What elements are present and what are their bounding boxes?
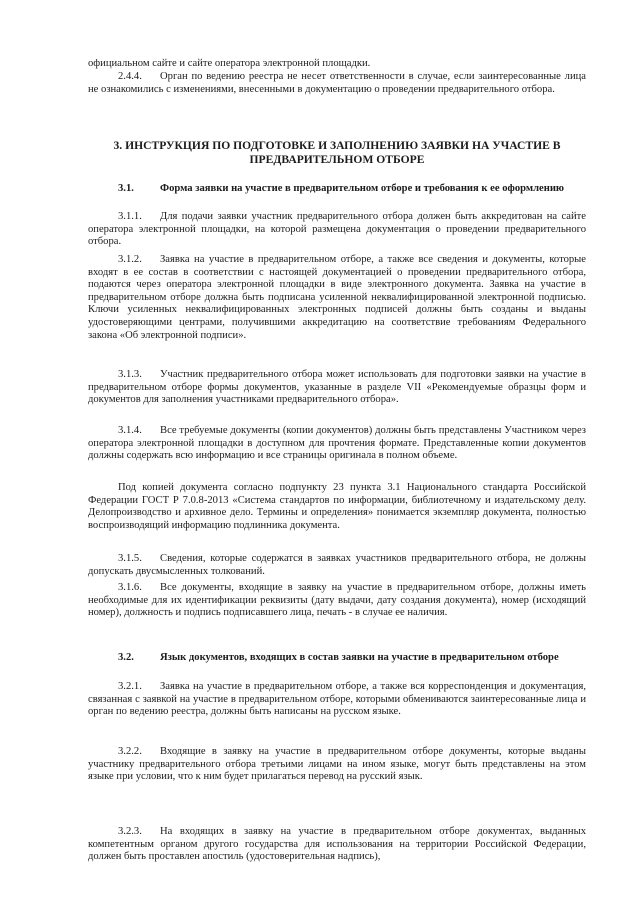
paragraph-continuation bbox=[88, 58, 586, 71]
section-title-line-2: ПРЕДВАРИТЕЛЬНОМ ОТБОРЕ bbox=[249, 152, 425, 166]
paragraph-number: 3.1.5. bbox=[118, 553, 142, 564]
paragraph-text: Сведения, которые содержатся в заявках участников предварительного отбора, не должны допускать двусмысленных толкований. bbox=[88, 553, 586, 577]
paragraph-text: официальном сайте и сайте оператора электронной площадки. bbox=[88, 58, 371, 69]
subsection-3-2-heading bbox=[88, 652, 586, 665]
paragraph-number: 3.1.1. bbox=[118, 211, 142, 222]
paragraph-text: Заявка на участие в предварительном отборе, а также все сведения и документы, которые входят в ее состав в соответствии с настоящей документацией о проведении предварительного отбора, подаются через оператора электронной площадки в виде электронного документа. Заявка на участие в предварительном отборе должна быть подписана усиленной неквалифицированной электронной подписью. Ключи усиленных неквалифицированных электронных подписей должны быть созданы и выданы удостоверяющими центрами, получившими аккредитацию на соответствие требованиям Федерального закона «Об электронной подписи». bbox=[88, 254, 586, 341]
paragraph-text: Участник предварительного отбора может использовать для подготовки заявки на участие в предварительном отборе формы документов, указанные в разделе VII «Рекомендуемые образцы форм и документов для заполнения участниками предварительного отбора». bbox=[88, 369, 586, 406]
paragraph-text: На входящих в заявку на участие в предварительном отборе документах, выданных компетентным органом другого государства для использования на территории Российской Федерации, должен быть проставлен апостиль (удостоверительная надпись), bbox=[88, 826, 586, 863]
paragraph-copy-definition bbox=[88, 482, 586, 532]
paragraph-text: Входящие в заявку на участие в предварительном отборе документы, которые выданы участнику предварительного отбора третьими лицами на ином языке, могут быть представлены на этом языке при условии, что к ним будет прилагаться перевод на русский язык. bbox=[88, 746, 586, 783]
paragraph-3-1-3 bbox=[88, 369, 586, 407]
paragraph-text: Для подачи заявки участник предварительного отбора должен быть аккредитован на сайте оператора электронной площадки, на которой размещена документация о проведении предварительного отбора. bbox=[88, 211, 586, 248]
subsection-number: 3.2. bbox=[118, 652, 134, 663]
paragraph-number: 3.1.6. bbox=[118, 582, 142, 593]
paragraph-number: 3.1.3. bbox=[118, 369, 142, 380]
paragraph-3-1-6 bbox=[88, 582, 586, 620]
paragraph-text: Все документы, входящие в заявку на участие в предварительном отборе, должны иметь необходимые для их идентификации реквизиты (дату выдачи, дату создания документа), номер (исходящий номер), должность и подпись подписавшего лица, печать - в случае ее наличия. bbox=[88, 582, 586, 619]
paragraph-2-4-4 bbox=[88, 71, 586, 96]
paragraph-number: 3.2.3. bbox=[118, 826, 142, 837]
paragraph-3-2-3 bbox=[88, 826, 586, 864]
section-3-heading bbox=[88, 139, 586, 166]
subsection-title: Язык документов, входящих в состав заявки на участие в предварительном отборе bbox=[160, 652, 559, 663]
paragraph-text: Под копией документа согласно подпункту 23 пункта 3.1 Национального стандарта Российской Федерации ГОСТ Р 7.0.8-2013 «Система стандартов по информации, библиотечному и издательскому делу. Делопроизводство и архивное дело. Термины и определения» понимается экземпляр документа, полностью воспроизводящий информацию подлинника документа. bbox=[88, 482, 586, 531]
subsection-3-1-heading bbox=[88, 183, 586, 196]
paragraph-number: 3.2.2. bbox=[118, 746, 142, 757]
paragraph-3-2-1 bbox=[88, 681, 586, 719]
section-title-line-1: 3. ИНСТРУКЦИЯ ПО ПОДГОТОВКЕ И ЗАПОЛНЕНИЮ ЗАЯВКИ НА УЧАСТИЕ В bbox=[113, 139, 561, 152]
paragraph-number: 3.1.2. bbox=[118, 254, 142, 265]
paragraph-3-1-4 bbox=[88, 425, 586, 463]
paragraph-3-1-2 bbox=[88, 254, 586, 342]
paragraph-number: 3.2.1. bbox=[118, 681, 142, 692]
paragraph-number: 2.4.4. bbox=[118, 71, 142, 82]
paragraph-3-1-5 bbox=[88, 553, 586, 578]
subsection-title: Форма заявки на участие в предварительном отборе и требования к ее оформлению bbox=[160, 183, 565, 194]
paragraph-number: 3.1.4. bbox=[118, 425, 142, 436]
paragraph-text: Все требуемые документы (копии документов) должны быть представлены Участником через оператора электронной площадки в доступном для прочтения формате. Представленные копии документов должны содержать всю информацию и все страницы оригинала в полном объеме. bbox=[88, 425, 586, 462]
subsection-number: 3.1. bbox=[118, 183, 134, 194]
paragraph-3-1-1 bbox=[88, 211, 586, 249]
paragraph-3-2-2 bbox=[88, 746, 586, 784]
paragraph-text: Орган по ведению реестра не несет ответственности в случае, если заинтересованные лица не ознакомились с изменениями, внесенными в документацию о проведении предварительного отбора. bbox=[88, 71, 586, 95]
paragraph-text: Заявка на участие в предварительном отборе, а также вся корреспонденция и документация, связанная с заявкой на участие в предварительном отборе, которыми обмениваются заинтересованные лица и орган по ведению реестра, должны быть написаны на русском языке. bbox=[88, 681, 586, 718]
